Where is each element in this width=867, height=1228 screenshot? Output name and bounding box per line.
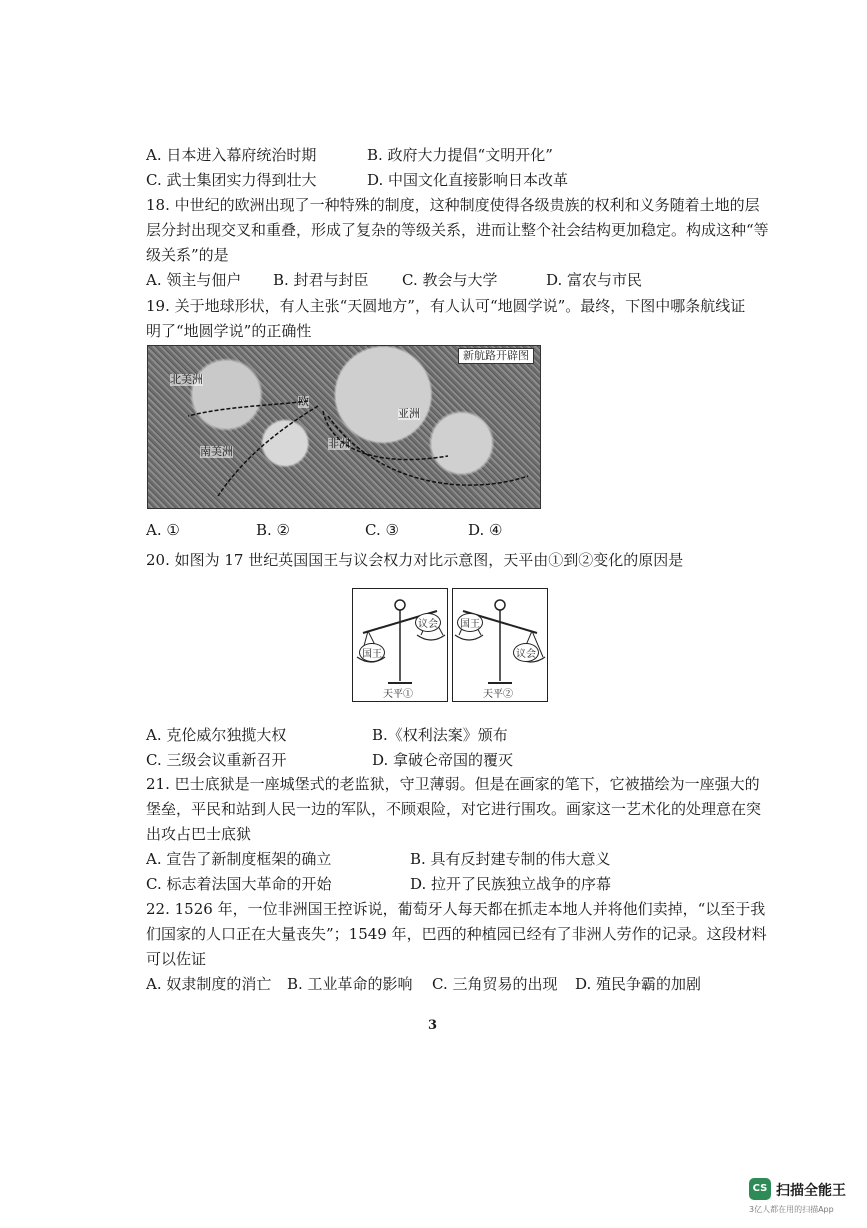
q20-stem-line1: 20. 如图为 17 世纪英国国王与议会权力对比示意图，天平由①到②变化的原因是 — [146, 551, 684, 569]
q22-option-d: D. 殖民争霸的加剧 — [575, 975, 702, 993]
q17-option-a: A. 日本进入幕府统治时期 — [146, 146, 317, 164]
q22-option-a: A. 奴隶制度的消亡 — [146, 975, 272, 993]
q17-option-c: C. 武士集团实力得到壮大 — [146, 171, 317, 189]
map-title: 新航路开辟图 — [458, 348, 534, 364]
balance-scale-1 — [352, 588, 448, 702]
q18-option-b: B. 封君与封臣 — [273, 271, 369, 289]
q17-option-b: B. 政府大力提倡“文明开化” — [367, 146, 553, 164]
q17-option-d: D. 中国文化直接影响日本改革 — [367, 171, 569, 189]
scale1-caption: 天平① — [383, 689, 413, 700]
watermark-tagline: 3亿人都在用的扫描App — [749, 1205, 834, 1214]
q18-stem-line2: 层分封出现交叉和重叠，形成了复杂的等级关系，进而让整个社会结构更加稳定。构成这种“等 — [146, 221, 769, 239]
balance-scale-2 — [452, 588, 548, 702]
q18-option-c: C. 教会与大学 — [402, 271, 498, 289]
q19-option-b: B. ② — [256, 521, 291, 539]
q22-stem-line3: 可以佐证 — [146, 950, 207, 968]
map-label-north-america: 北美洲 — [170, 373, 203, 386]
q19-option-c: C. ③ — [365, 521, 399, 539]
q18-stem-line3: 级关系”的是 — [146, 246, 229, 264]
q18-option-d: D. 富农与市民 — [546, 271, 643, 289]
q18-option-a: A. 领主与佃户 — [146, 271, 242, 289]
q22-option-c: C. 三角贸易的出现 — [432, 975, 558, 993]
q19-option-d: D. ④ — [468, 521, 503, 539]
q21-option-d: D. 拉开了民族独立战争的序幕 — [410, 875, 612, 893]
map-label-south-america: 南美洲 — [200, 445, 233, 458]
new-route-map — [147, 345, 541, 509]
q19-option-a: A. ① — [146, 521, 180, 539]
q22-stem-line1: 22. 1526 年，一位非洲国王控诉说，葡萄牙人每天都在抓走本地人并将他们卖掉，“以至于我 — [146, 900, 766, 918]
scale1-king-label: 国王 — [359, 643, 385, 662]
q21-stem-line3: 出攻占巴士底狱 — [146, 825, 252, 843]
q21-stem-line1: 21. 巴士底狱是一座城堡式的老监狱，守卫薄弱。但是在画家的笔下，它被描绘为一座强大的 — [146, 775, 760, 793]
map-label-asia: 亚洲 — [398, 407, 420, 420]
route-lines — [148, 346, 540, 508]
scale1-parliament-label: 议会 — [415, 613, 441, 632]
watermark-app-name: 扫描全能王 — [776, 1183, 846, 1199]
q21-option-b: B. 具有反封建专制的伟大意义 — [410, 850, 611, 868]
q20-option-b: B.《权利法案》颁布 — [372, 726, 508, 744]
map-label-africa: 非洲 — [328, 437, 350, 450]
camscanner-logo-icon: CS — [749, 1178, 771, 1200]
q18-stem-line1: 18. 中世纪的欧洲出现了一种特殊的制度，这种制度使得各级贵族的权利和义务随着土地的层 — [146, 196, 760, 214]
scale2-parliament-label: 议会 — [513, 643, 539, 662]
balance-scales-figure — [352, 588, 548, 702]
map-label-europe: 欧 — [298, 395, 309, 408]
q20-option-d: D. 拿破仑帝国的覆灭 — [372, 751, 514, 769]
page-number: 3 — [428, 1018, 438, 1033]
q22-option-b: B. 工业革命的影响 — [287, 975, 413, 993]
q20-option-c: C. 三级会议重新召开 — [146, 751, 287, 769]
scale2-king-label: 国王 — [457, 613, 483, 632]
q21-stem-line2: 堡垒，平民和站到人民一边的军队，不顾艰险，对它进行围攻。画家这一艺术化的处理意在突 — [146, 800, 762, 818]
scale2-caption: 天平② — [483, 689, 513, 700]
q22-stem-line2: 们国家的人口正在大量丧失”；1549 年，巴西的种植园已经有了非洲人劳作的记录。这段材料 — [146, 925, 767, 943]
q19-stem-line2: 明了“地圆学说”的正确性 — [146, 322, 312, 340]
q20-option-a: A. 克伦威尔独揽大权 — [146, 726, 287, 744]
q19-stem-line1: 19. 关于地球形状，有人主张“天圆地方”，有人认可“地圆学说”。最终，下图中哪条航线证 — [146, 297, 746, 315]
q21-option-a: A. 宣告了新制度框架的确立 — [146, 850, 332, 868]
q21-option-c: C. 标志着法国大革命的开始 — [146, 875, 332, 893]
